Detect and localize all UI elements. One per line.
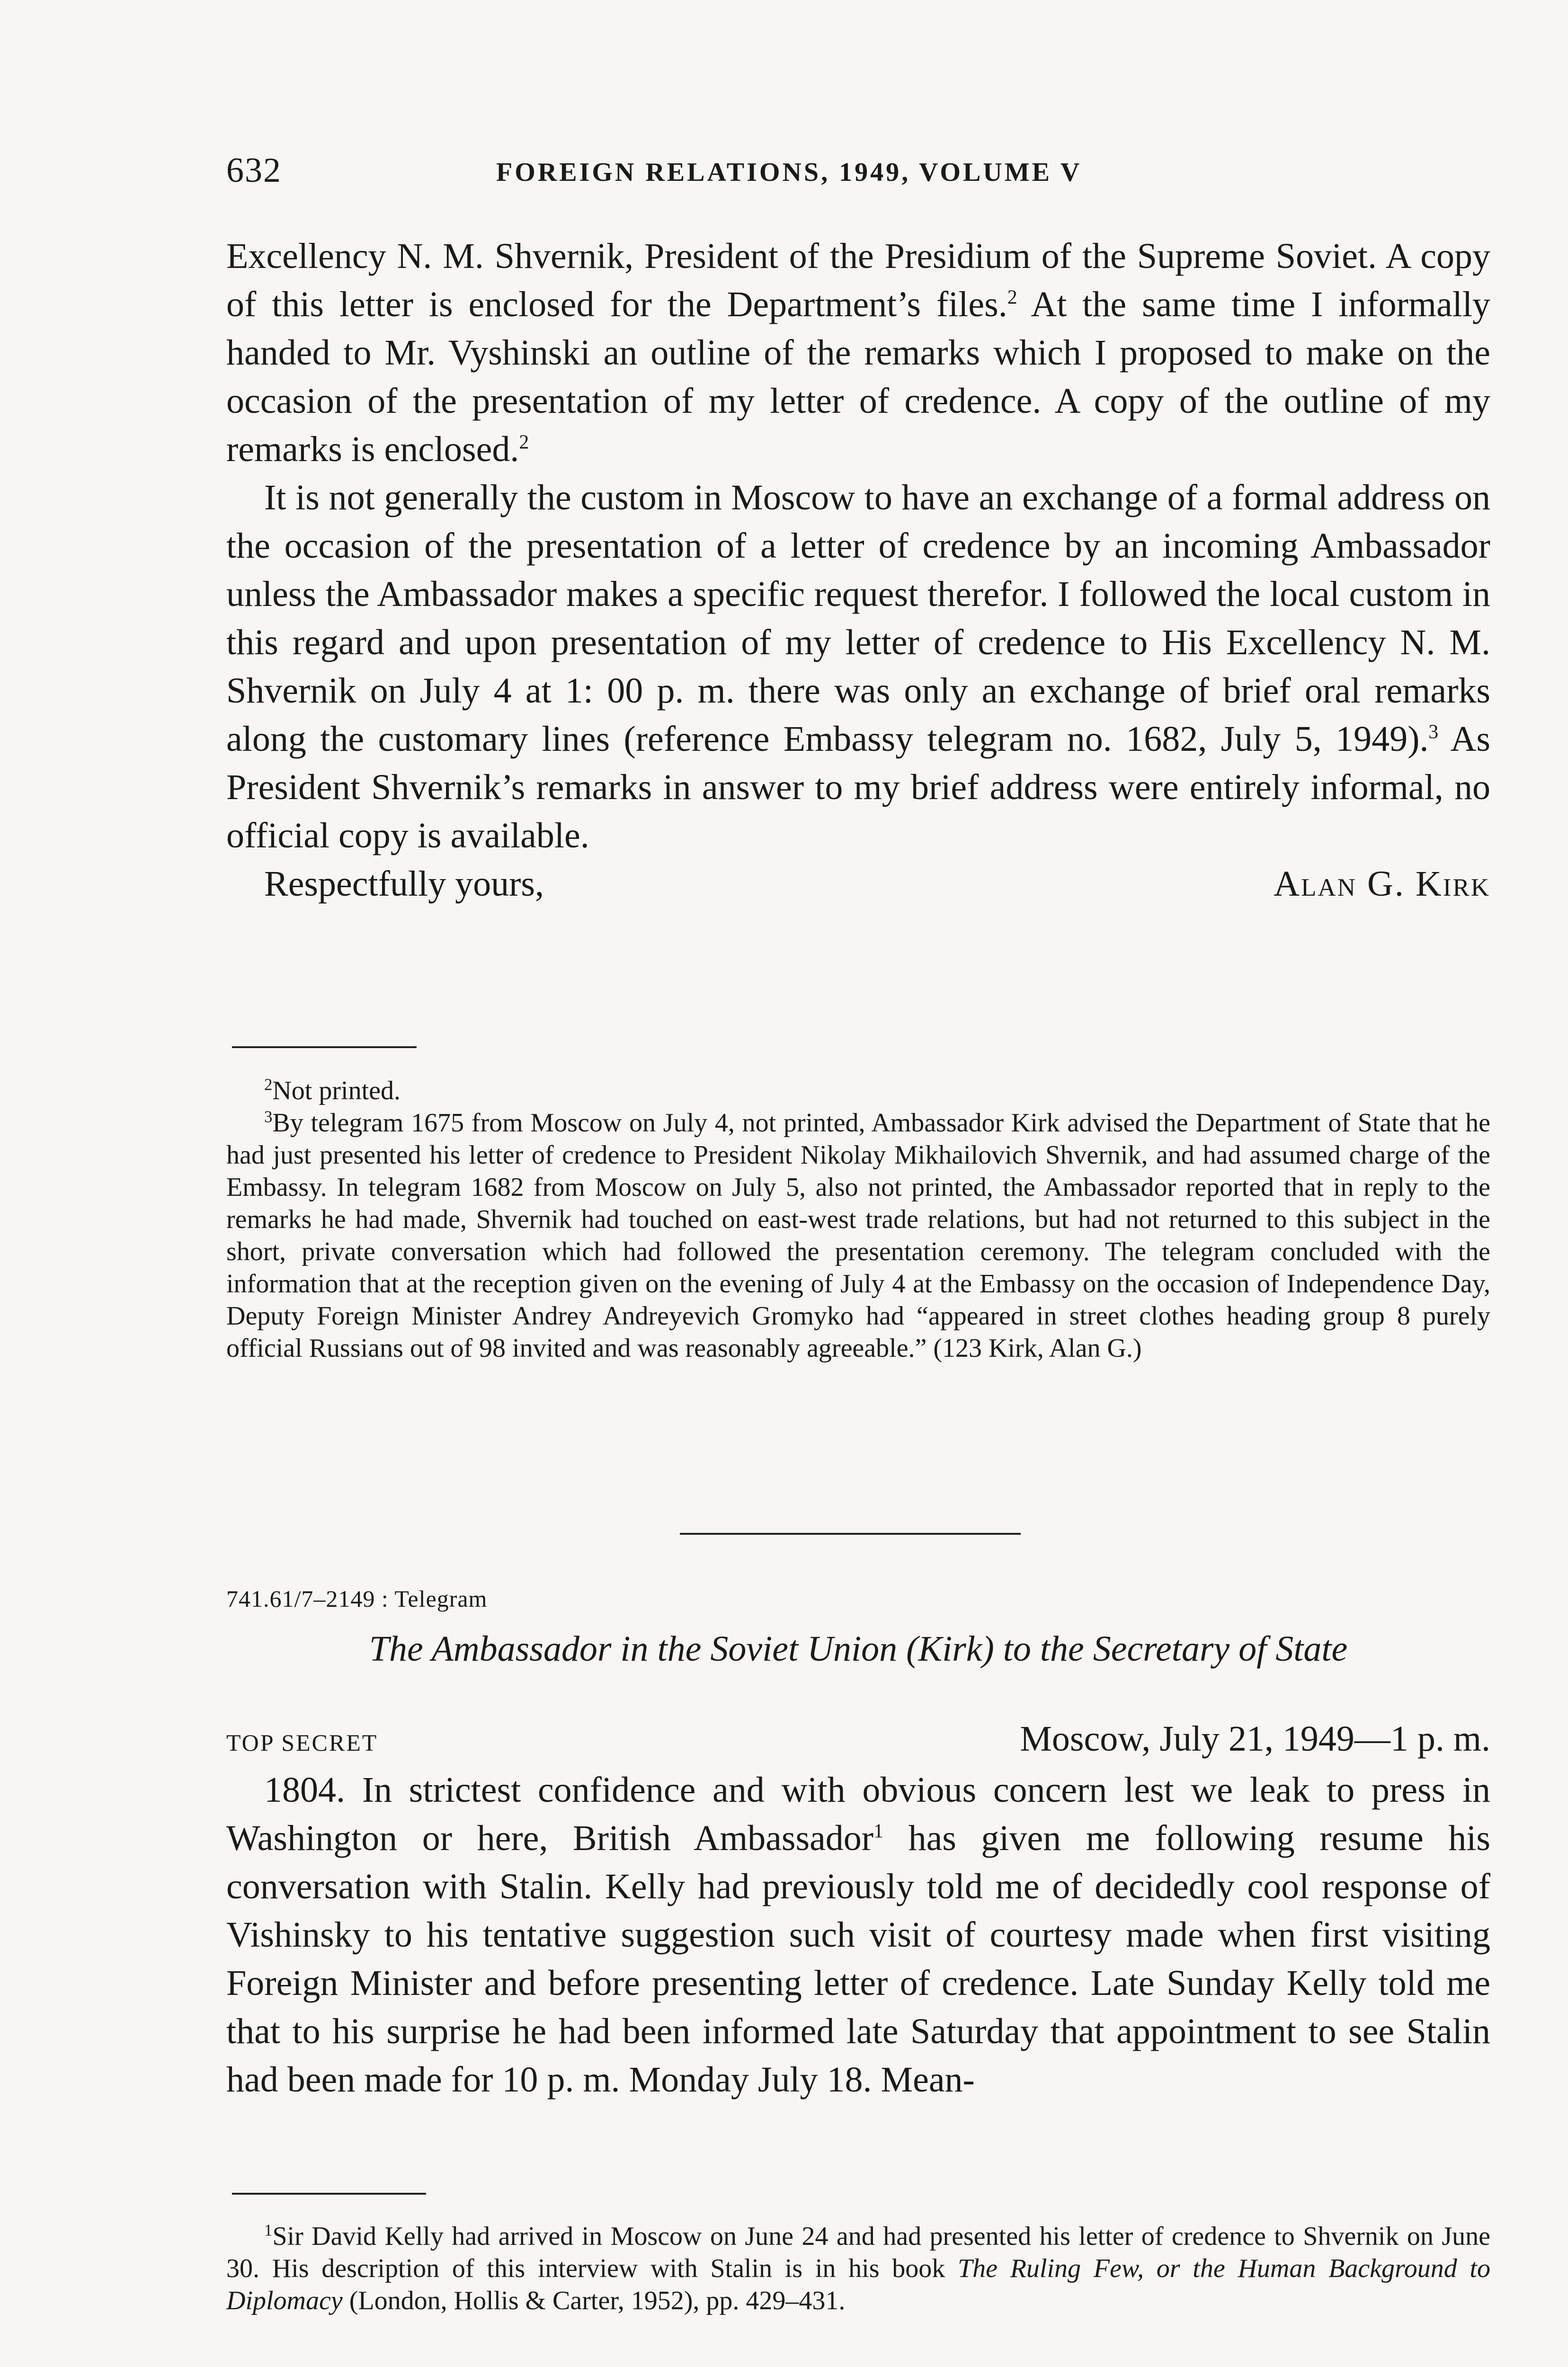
- telegram-body: [226, 1766, 1490, 2104]
- footnotes-bottom: [226, 2220, 1490, 2317]
- footnote-3: $^3$By telegram 1675 from Moscow on July 4, not printed, Ambassador Kirk advised the Department of State that he had just presented his letter of credence to President Nikolay Mikhailovich Shvernik, and had assumed charge of the Embassy. In telegram 1682 from Moscow on July 5, also not printed, the Ambassador reported that in reply to the remarks he had made, Shvernik had touched on east-west trade relations, but had not returned to this subject in the short, private conversation which had followed the presentation ceremony. The telegram concluded with the information that at the reception given on the evening of July 4 at the Embassy on the occasion of Independence Day, Deputy Foreign Minister Andrey Andreyevich Gromyko had “appeared in street clothes heading group 8 purely official Russians out of 98 invited and was reasonably agreeable.” (123 Kirk, Alan G.): [226, 1107, 1490, 1363]
- footnote-1: $^1$Sir David Kelly had arrived in Moscow on June 24 and had presented his letter of credence to Shvernik on June 30. His description of this interview with Stalin is in his book The Ruling Few, or the Human Background to Diplomacy (London, Hollis & Carter, 1952), pp. 429–431.: [226, 2221, 1490, 2315]
- footnote-ref: 3: [1428, 721, 1439, 743]
- page-header: [226, 151, 1410, 207]
- classification-marking: TOP SECRET: [226, 1729, 378, 1756]
- complimentary-close: Respectfully yours,: [264, 864, 544, 904]
- footnote-2: $^2$Not printed.: [264, 1075, 401, 1105]
- footnote-rule: [232, 1046, 417, 1048]
- letter-paragraph-2: It is not generally the custom in Moscow to have an exchange of a formal address on the occasion of the presentation of a letter of credence by an incoming Ambassador unless the Ambassador makes a specific request therefor. I followed the local custom in this regard and upon presentation of my letter of credence to His Excellency N. M. Shvernik on July 4 at 1: 00 p. m. there was only an exchange of brief oral remarks along the customary lines (reference Embassy telegram no. 1682, July 5, 1949).$^3$ As President Shvernik’s remarks in answer to my brief address were entirely informal, no official copy is available.: [226, 478, 1490, 855]
- document-meta: [226, 1718, 1490, 1760]
- section-divider: [680, 1533, 1021, 1535]
- signature: Alan G. Kirk: [1274, 864, 1490, 904]
- page-number: 632: [226, 151, 282, 190]
- letter-body: [226, 232, 1490, 908]
- book-title: The Ruling Few, or the Human Background to Diplomacy: [226, 2254, 1490, 2315]
- document-title: The Ambassador in the Soviet Union (Kirk) to the Secretary of State: [369, 1629, 1348, 1669]
- footnotes-top: [226, 1075, 1490, 1364]
- dateline: Moscow, July 21, 1949—1 p. m.: [1020, 1719, 1490, 1759]
- footnote-ref: 2: [519, 431, 529, 454]
- footnote-ref: 2: [1007, 286, 1017, 309]
- document-file-id: 741.61/7–2149 : Telegram: [226, 1585, 488, 1612]
- letter-paragraph-1: Excellency N. M. Shvernik, President of the Presidium of the Supreme Soviet. A copy of this letter is enclosed for the Department’s files.$^2$ At the same time I informally handed to Mr. Vyshinski an outline of the remarks which I proposed to make on the occasion of the presentation of my letter of credence. A copy of the outline of my remarks is enclosed.$^2$: [226, 236, 1490, 469]
- footnote-rule: [232, 2193, 426, 2195]
- telegram-paragraph-1: 1804. In strictest confidence and with obvious concern lest we leak to press in Washington or here, British Ambassador$^1$ has given me following resume his conversation with Stalin. Kelly had previously told me of decidedly cool response of Vishinsky to his tentative suggestion such visit of courtesy made when first visiting Foreign Minister and before presenting letter of credence. Late Sunday Kelly told me that to his surprise he had been informed late Saturday that appointment to see Stalin had been made for 10 p. m. Monday July 18. Mean-: [226, 1770, 1490, 2100]
- footnote-ref: 1: [873, 1820, 884, 1842]
- running-head: FOREIGN RELATIONS, 1949, VOLUME V: [496, 158, 1082, 187]
- signature-line: [226, 860, 1490, 908]
